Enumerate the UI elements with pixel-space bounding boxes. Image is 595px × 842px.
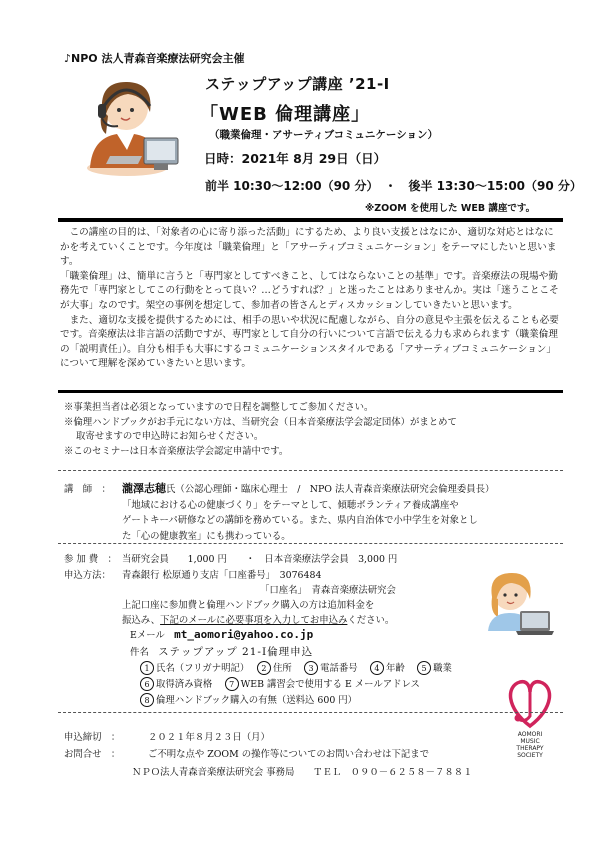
- divider: [58, 712, 563, 713]
- lecturer-section: [64, 481, 569, 544]
- item-number: 4: [370, 661, 384, 675]
- item-text: WEB 講習会で使用する E メールアドレス: [240, 679, 420, 690]
- application-text: [122, 612, 394, 626]
- item-text: 職業: [433, 663, 452, 674]
- lecturer-bio: ゲートキーパ研修などの講師を務めている。また、県内自治体で小中学生を対象とし: [122, 515, 478, 526]
- application-row: [64, 567, 321, 581]
- notes: [64, 401, 564, 459]
- intro-paragraph: 「職業倫理」は、簡単に言うと「専門家としてすべきこと、してはならないことの基準」です。音楽療法の現場や勤務先で「専門家としてこの行動をとって良い？…どうすれば？」と迷ったことはありませんか。実は「迷うことこそが大事」なのです。架空の事例を想定して、参加者の皆さんとディスカッションしていきたいと思います。: [60, 270, 559, 311]
- item-text: 住所: [272, 663, 292, 674]
- note-item: ※事業担当者は必須となっていますので日程を調整してご参加ください。: [64, 402, 374, 413]
- deadline-label: 申込締切 ：: [64, 732, 121, 743]
- headset-operator-illustration: [72, 68, 182, 178]
- lecturer-name: 瀧澤志穂: [122, 482, 166, 495]
- item-number: 8: [140, 693, 154, 707]
- page-subtitle: （職業倫理・アサーティブコミュニケーション）: [209, 129, 439, 141]
- lecturer-title: 氏（公認心理師・臨床心理士 / NPO 法人青森音楽療法研究会倫理委員長）: [166, 484, 495, 495]
- required-items: [140, 676, 420, 691]
- item-text: 取得済み資格: [156, 679, 213, 690]
- series-title: ステップアップ講座 ’21-Ⅰ: [205, 75, 390, 93]
- item-number: 3: [304, 661, 318, 675]
- organizer-line: ♪NPO 法人青森音楽療法研究会主催: [64, 52, 245, 65]
- required-items: [140, 692, 357, 707]
- event-times: 前半 10:30～12:00（90 分） ・ 後半 13:30～15:00（90 分）: [205, 179, 582, 193]
- item-number: 1: [140, 661, 154, 675]
- fee-row: [64, 551, 397, 565]
- contact-label: お問合せ ：: [64, 749, 121, 760]
- subject-label: 件名: [130, 647, 149, 658]
- account-name: 「口座名」 青森音楽療法研究会: [260, 585, 396, 596]
- aomori-music-therapy-society-logo: [500, 668, 560, 764]
- logo-text: AOMORI: [517, 731, 543, 738]
- intro-paragraph: この講座の目的は、「対象者の心に寄り添った活動」にするため、より良い支援とはなにか、適切な対応とはなにかを考えていくことです。今年度は「職業倫理」と「アサーティブコミュニケーション」をテーマにしたいと思います。: [60, 227, 557, 268]
- lecturer-bio: た「心の健康教室」にも携わっている。: [122, 530, 291, 542]
- zoom-note: ※ZOOM を使用した WEB 講座です。: [365, 203, 536, 214]
- deadline-row: [64, 729, 270, 743]
- item-number: 7: [225, 677, 239, 691]
- application-text: 上記口座に参加費と倫理ハンドブック購入の方は追加料金を: [122, 600, 375, 611]
- woman-laptop-illustration: [474, 567, 554, 637]
- intro-paragraph: また、適切な支援を提供するためには、相手の思いや状況に配慮しながら、自分の意見や主張を伝えることも必要です。音楽療法は非言語の活動ですが、専門家として自分の行いについて言語で伝える力も求められます（職業倫理の「説明責任」）。自分も相手も大事にするコミュニケーションスタイルである「アサーティブコミュニケーション」について理解を深めていきたいと思います。: [60, 314, 559, 370]
- top-rule: [58, 218, 563, 222]
- item-number: 6: [140, 677, 154, 691]
- fee-value: 当研究会員 1,000 円 ・ 日本音楽療法学会員 3,000 円: [122, 554, 398, 565]
- item-number: 2: [257, 661, 271, 675]
- event-date: 日時：2021年 8月 29日（日）: [204, 151, 387, 166]
- mid-rule: [58, 390, 563, 393]
- contact-org: ＮＰＯ法人青森音楽療法研究会 事務局: [132, 767, 295, 778]
- contact-org-row: [132, 764, 473, 778]
- item-text: 氏名（フリガナ明記）: [156, 663, 245, 674]
- item-text: 電話番号: [320, 663, 358, 674]
- application-text-part: 振込み、: [122, 615, 161, 626]
- email-link[interactable]: mt_aomori@yahoo.co.jp: [174, 628, 314, 641]
- logo-text: MUSIC: [520, 738, 540, 745]
- application-label: 申込方法：: [64, 570, 111, 581]
- note-item: ※倫理ハンドブックがお手元にない方は、当研究会（日本音楽療法学会認定団体）がまとめて: [64, 416, 457, 428]
- note-item: 取寄せますので申込時にお知らせください。: [76, 431, 264, 443]
- deadline-value: ２０２１年８月２３日（月）: [148, 732, 270, 743]
- email-row: [130, 627, 313, 641]
- item-number: 5: [417, 661, 431, 675]
- email-label: Eメール: [130, 630, 165, 641]
- logo-text: THERAPY: [516, 745, 544, 752]
- application-text-underlined: 下記のメールに必要事項を入力してお申込み: [160, 615, 348, 626]
- divider: [58, 470, 563, 471]
- contact-tel: ＴＥＬ ０９０－６２５８－７８８１: [313, 767, 473, 778]
- divider: [58, 543, 563, 544]
- bank-info: 青森銀行 松原通り支店「口座番号」 3076484: [122, 570, 322, 581]
- subject-value: ステップアップ 21-Ⅰ倫理申込: [158, 646, 314, 658]
- contact-value: ご不明な点や ZOOM の操作等についてのお問い合わせは下記まで: [148, 749, 430, 760]
- subject-row: [130, 644, 313, 659]
- note-item: ※このセミナーは日本音楽療法学会認定申請中です。: [64, 445, 289, 457]
- lecturer-bio: 「地域における心の健康づくり」をテーマとして、傾聴ボランティア養成講座や: [122, 499, 459, 511]
- required-items: [140, 660, 452, 675]
- logo-text: SOCIETY: [517, 752, 543, 759]
- application-text-part: ください。: [347, 615, 395, 626]
- fee-label: 参 加 費 ：: [64, 554, 117, 565]
- item-text: 倫理ハンドブック購入の有無（送料込 600 円）: [156, 695, 358, 706]
- contact-row: [64, 746, 429, 760]
- item-text: 年齢: [385, 663, 405, 674]
- page-title: 「WEB 倫理講座」: [200, 104, 371, 125]
- intro-text: [60, 226, 560, 372]
- lecturer-label: 講 師 ：: [64, 484, 111, 495]
